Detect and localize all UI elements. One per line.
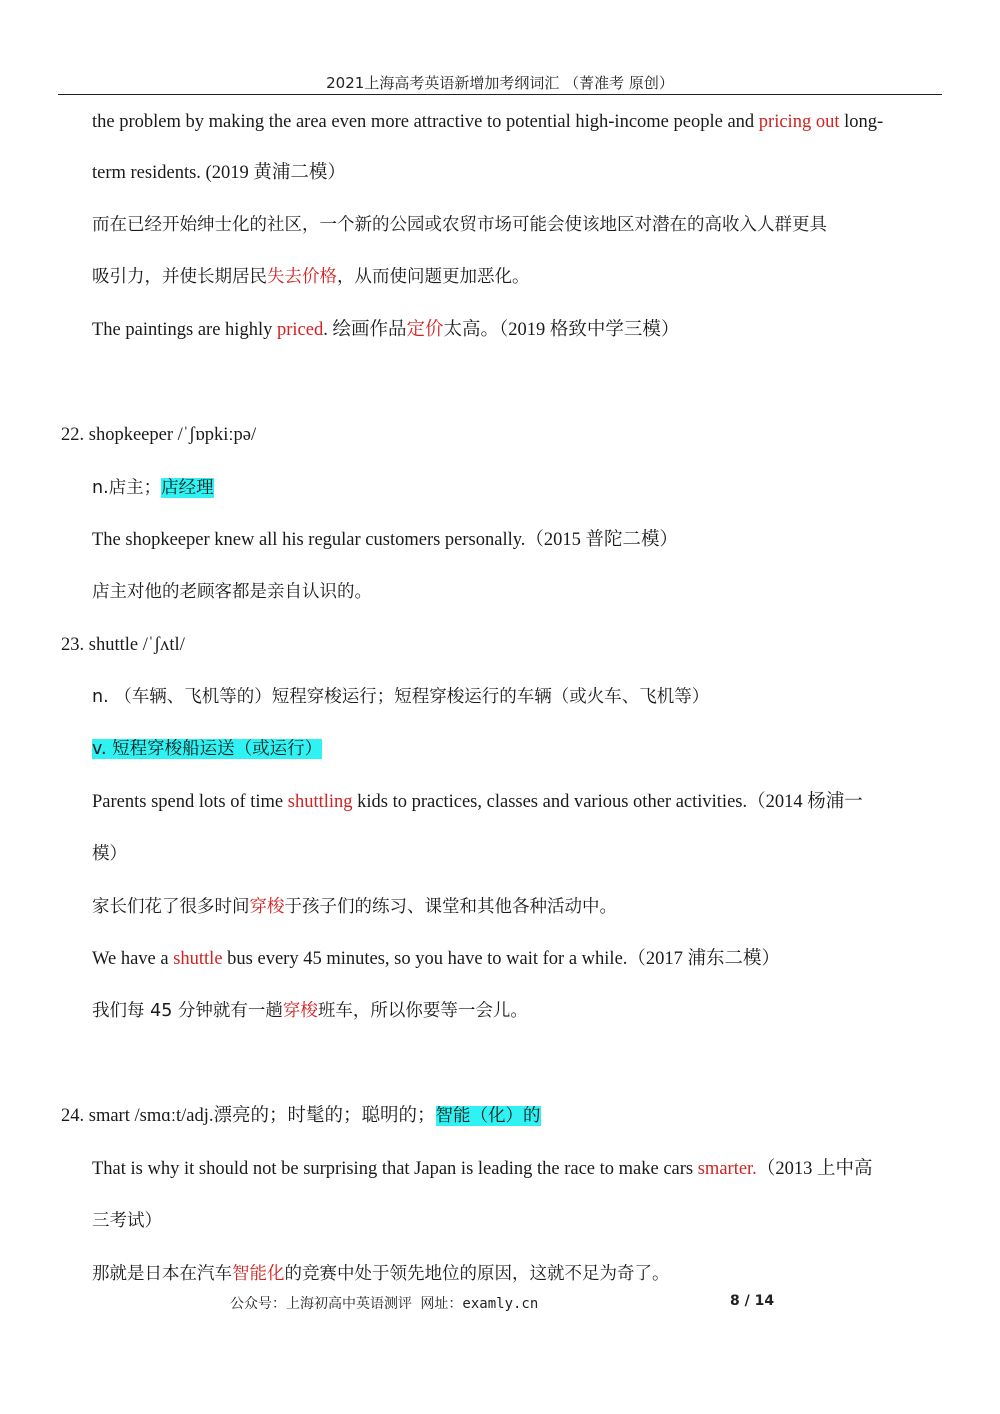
entry23-example1-cn xyxy=(92,894,617,920)
keyword-cn: 穿梭 xyxy=(282,1001,318,1021)
keyword-cn: 智能化 xyxy=(232,1264,285,1284)
keyword-pricing-out: pricing out xyxy=(758,112,840,132)
text: 24. smart /smɑːt/adj.漂亮的；时髦的；聪明的； xyxy=(61,1106,436,1126)
text: 太高。（2019 格致中学三模） xyxy=(443,320,680,340)
text: 班车，所以你要等一会儿。 xyxy=(317,1001,528,1021)
page-number: 8 / 14 xyxy=(730,1293,775,1309)
highlighted-definition: v. 短程穿梭船运送（或运行） xyxy=(92,739,323,759)
keyword-cn: 失去价格 xyxy=(267,267,337,287)
text: 于孩子们的练习、课堂和其他各种活动中。 xyxy=(284,897,617,917)
text: 的竞赛中处于领先地位的原因，这就不足为奇了。 xyxy=(284,1264,670,1284)
entry22-example1: The shopkeeper knew all his regular customers personally.（2015 普陀二模） xyxy=(92,530,679,550)
entry24-heading xyxy=(61,1103,541,1129)
entry23-def-verb xyxy=(92,736,322,762)
entry24-example1-cont: 三考试） xyxy=(92,1211,162,1231)
text: The paintings are highly xyxy=(92,320,277,340)
text: 那就是日本在汽车 xyxy=(92,1264,232,1284)
text: 我们每 45 分钟就有一趟 xyxy=(92,1001,283,1021)
text: We have a xyxy=(92,949,174,969)
entry23-example2 xyxy=(92,946,780,972)
keyword-cn: 穿梭 xyxy=(249,897,285,917)
entry24-example1-cn xyxy=(92,1261,670,1287)
keyword-shuttling: shuttling xyxy=(287,792,353,812)
text: That is why it should not be surprising that Japan is leading the race to make cars xyxy=(92,1159,698,1179)
text: kids to practices, classes and various other activities.（2014 杨浦一 xyxy=(352,792,863,812)
text: the problem by making the area even more attractive to potential high-income people and xyxy=(92,112,759,132)
text: n.店主； xyxy=(92,478,162,498)
text: long- xyxy=(839,112,884,132)
keyword-priced: priced xyxy=(276,320,324,340)
entry23-example2-cn xyxy=(92,998,528,1024)
keyword-cn: 定价 xyxy=(406,320,444,340)
entry21-line2: term residents. (2019 黄浦二模） xyxy=(92,163,346,183)
entry21-example2 xyxy=(92,317,679,343)
entry24-example1 xyxy=(92,1156,872,1182)
header-divider xyxy=(58,94,942,95)
entry22-heading: 22. shopkeeper /ˈʃɒpkiːpə/ xyxy=(61,425,257,445)
keyword-smarter: smarter. xyxy=(697,1159,757,1179)
entry23-heading: 23. shuttle /ˈʃʌtl/ xyxy=(61,635,185,655)
entry22-definition xyxy=(92,475,214,501)
text: （2013 上中高 xyxy=(756,1159,873,1179)
entry23-def-noun: n. （车辆、飞机等的）短程穿梭运行；短程穿梭运行的车辆（或火车、飞机等） xyxy=(92,687,710,707)
text: 家长们花了很多时间 xyxy=(92,897,250,917)
entry22-example1-cn: 店主对他的老顾客都是亲自认识的。 xyxy=(92,582,372,602)
entry21-line1 xyxy=(92,109,883,135)
text: bus every 45 minutes, so you have to wait for a while.（2017 浦东二模） xyxy=(222,949,781,969)
entry23-example1 xyxy=(92,789,863,815)
page-header: 2021上海高考英语新增加考纲词汇 （菁准考 原创） xyxy=(326,74,674,92)
keyword-shuttle: shuttle xyxy=(173,949,223,969)
text: ，从而使问题更加恶化。 xyxy=(337,267,530,287)
footer-source: 公众号：上海初高中英语测评 网址：examly.cn xyxy=(230,1296,539,1312)
text: 吸引力，并使长期居民 xyxy=(92,267,267,287)
highlighted-definition: 智能（化）的 xyxy=(435,1106,541,1126)
entry21-cn-line1: 而在已经开始绅士化的社区，一个新的公园或农贸市场可能会使该地区对潜在的高收入人群更具 xyxy=(92,215,827,235)
entry21-cn-line2 xyxy=(92,264,530,290)
entry23-example1-cont: 模） xyxy=(92,844,127,864)
text: . 绘画作品 xyxy=(323,320,407,340)
text: Parents spend lots of time xyxy=(92,792,288,812)
highlighted-definition: 店经理 xyxy=(161,478,214,498)
